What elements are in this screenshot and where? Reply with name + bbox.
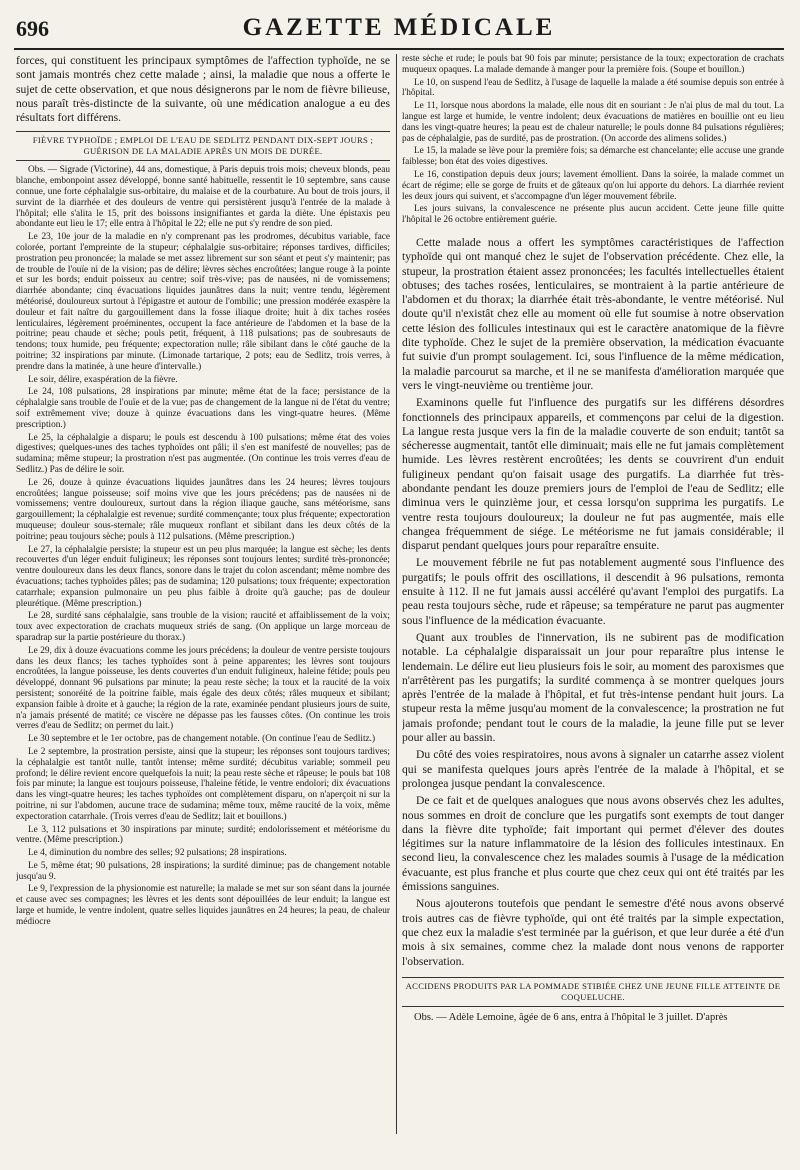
commentary-paragraph: Du côté des voies respiratoires, nous avons à signaler un catarrhe assez violent qui se manifesta quelques jours après l'entrée de la malade à l'hôpital, et se prolongea jusque pendant la convalescence. xyxy=(402,748,784,790)
observation-start: Obs. — Adèle Lemoine, âgée de 6 ans, entra à l'hôpital le 3 juillet. D'après xyxy=(414,1011,728,1023)
page-header xyxy=(14,8,784,50)
observation-paragraph: Le 28, surdité sans céphalalgie, sans trouble de la vision; raucité et affaiblissement de la voix; toux avec expectoration de crachats muqueux striés de sang. (On applique un large morceau de sparadrap sur la partie postérieure du thorax.) xyxy=(16,611,390,643)
observation-paragraph: Le 11, lorsque nous abordons la malade, elle nous dit en souriant : Je n'ai plus de mal du tout. La langue est large et humide, le ventre indolent; deux évacuations de matières en bouillie ont eu lieu dans les vingt-quatre heures; la peau est de chaleur naturelle; le pouls donne 84 pulsations régulières; pas de céphalalgie, pas de surdité, pas de prostration. (On accorde des alimens solides.) xyxy=(402,101,784,144)
observation-paragraph: Le soir, délire, exaspération de la fièvre. xyxy=(28,374,178,385)
observation-paragraph: Le 9, l'expression de la physionomie est naturelle; la malade se met sur son séant dans la journée et cause avec ses compagnes; les lèvres et les dents sont dépouillées de leur enduit; la langue est large et humide, le ventre indolent, quatre selles liquides jaunâtres en 24 heures; la peau, de chaleur médiocre xyxy=(16,884,390,927)
intro-paragraph: forces, qui constituent les principaux symptômes de l'affection typhoïde, ne se sont jamais montrés chez cette malade ; ainsi, la maladie que nous a offerte le sujet de cette observation, et que nous désignerons par le nom de fièvre bilieuse, nous paraît très-distincte de la suivante, où une médication analogue a eu des résultats fort différens. xyxy=(16,54,390,125)
column-divider xyxy=(396,54,397,1134)
observation-paragraph: Le 30 septembre et le 1er octobre, pas de changement notable. (On continue l'eau de Sedlitz.) xyxy=(28,734,376,745)
section-heading: FIÈVRE TYPHOÏDE ; EMPLOI DE L'EAU DE SEDLITZ PENDANT DIX-SEPT JOURS ; GUÉRISON DE LA MALADIE APRÈS UN MOIS DE DURÉE. xyxy=(16,131,390,161)
observation-paragraph: Le 25, la céphalalgie a disparu; le pouls est descendu à 100 pulsations; même état des voies digestives; quelques-unes des taches typhoïdes ont pâli; il s'en est manifesté de nouvelles; pas de sudamina; même stupeur; la prostration n'est pas augmentée. (On continue les trois verres d'eau de Sedlitz.) Pas de délire le soir. xyxy=(16,432,390,475)
observation-paragraph: Le 24, 108 pulsations, 28 inspirations par minute; même état de la face; persistance de la céphalalgie sans trouble de l'ouïe et de la vue; pas de changement de la langue ni de l'état du ventre; soif extrêmement vive; douze à quinze évacuations dans les vingt-quatre heures. (Même prescription.) xyxy=(16,387,390,430)
observation-paragraph: Le 16, constipation depuis deux jours; lavement émollient. Dans la soirée, la malade commet un écart de régime; elle se gorge de fruits et de gâteaux qu'on lui apporte du dehors. La diarrhée revient les deux jours qui suivent, et s'accompagne d'un léger mouvement fébrile. xyxy=(402,169,784,202)
observation-paragraph: Le 3, 112 pulsations et 30 inspirations par minute; surdité; endolorissement et météorisme du ventre. (Même prescription.) xyxy=(16,824,390,846)
right-column xyxy=(402,54,784,1166)
commentary-paragraph: De ce fait et de quelques analogues que nous avons observés chez les adultes, nous sommes en droit de conclure que les purgatifs sont exempts de tout danger dans la fièvre dite typhoïde; fait important qui permet d'élever des doutes légitimes sur la nature inflammatoire de la lésion des follicules intestinaux. En second lieu, la convalescence chez les malades soumis à l'usage de la médication évacuante, est plus franche et plus courte que chez ceux qui ont été traités par les émissions sanguines. xyxy=(402,794,784,894)
observation-paragraph: Le 4, diminution du nombre des selles; 92 pulsations; 28 inspirations. xyxy=(28,848,287,859)
commentary-paragraph: Nous ajouterons toutefois que pendant le semestre d'été nous avons observé trois autres cas de fièvre typhoïde, qui ont été traités par la simple expectation, que chez eux la maladie s'est terminée par la guérison, et que leur durée a été d'un mois à six semaines, comme chez la malade dont nous venons de rapporter l'observation. xyxy=(402,897,784,968)
observation-paragraph: Le 27, la céphalalgie persiste; la stupeur est un peu plus marquée; la langue est sèche; les dents recouvertes d'un léger enduit fuligineux; les réponses sont toujours lentes; surdité très-prononcée; ventre douloureux dans les deux flancs, sonore dans le trajet du colon ascendant; même nombre des évacuations; taches typhoïdes pâles; pas de sudamina; 120 pulsations; toux fréquente; expectoration catarrhale; expansion pulmonaire un peu plus faible à droite qu'à gauche; pas de douleur pleurétique. (Même prescription.) xyxy=(16,544,390,609)
commentary-paragraph: Cette malade nous a offert les symptômes caractéristiques de l'affection typhoïde qui ont manqué chez le sujet de l'observation précédente. Chez elle, la stupeur, la prostration étaient assez prononcées; les facultés intellectuelles étaient obtuses; des taches rosées, lenticulaires, se montraient à la partie antérieure de l'abdomen et du thorax; la diarrhée était très-abondante, le ventre météorisé. Nul doute qu'il n'existât chez elle au moment où elle fut soumise à notre observation cette lésion des follicules intestinaux qui est le caractère anatomique de la fièvre dite typhoïde. Chez le sujet de la première observation, la médication évacuante fut suivie d'un prompt soulagement. Ici, sous l'influence de la même médication, la maladie parcourut sa marche, et il ne se manifesta d'amélioration marquée que vers le vingt-neuvième ou trentième jour. xyxy=(402,235,784,392)
section-heading: ACCIDENS PRODUITS PAR LA POMMADE STIBIÉE CHEZ UNE JEUNE FILLE ATTEINTE DE COQUELUCHE. xyxy=(402,977,784,1007)
observation-paragraph: Le 2 septembre, la prostration persiste, ainsi que la stupeur; les réponses sont toujours tardives; la céphalalgie est tantôt nulle, tantôt intense; même surdité; décubitus variable; sommeil peu profond; le délire revient encore quelquefois la nuit; la peau reste sèche et râpeuse; le pouls bat 108 fois par minute; la langue est toujours poisseuse, l'haleine fétide, le ventre endolori; dix évacuations dans les vingt-quatre heures; les taches typhoïdes ont complètement disparu, on n'aperçoit ni sur la poitrine, ni sur l'abdomen, aucune trace de sudamina; même toux, même raucité de la voix, même expectoration catarrhale. (Trois verres d'eau de Sedlitz; lait et bouillons.) xyxy=(16,746,390,822)
observation-paragraph: Le 26, douze à quinze évacuations liquides jaunâtres dans les 24 heures; lèvres toujours encroûtées; langue poisseuse; soif moins vive que les jours précédens; pas de nausées ni de vomissemens; ventre douloureux, surtout dans la région iliaque gauche, sans météorisme, sans gargouillement; la céphalalgie est revenue; surdité commençante; toux plus fréquente; expectoration muqueuse; douleur sous-sternale; râle muqueux ronflant et sibilant dans les deux côtés de la poitrine; peau toujours sèche; pouls à 112 pulsations. (Même prescription.) xyxy=(16,477,390,542)
commentary-paragraph: Examinons quelle fut l'influence des purgatifs sur les différens désordres fonctionnels des principaux appareils, et commençons par celui de la digestion. La langue resta jusque vers la fin de la maladie couverte de son enduit; tantôt sa sécheresse augmentait, tantôt elle diminuait; mais elle ne fut jamais complètement humide. Les lèvres restèrent encroûtées; les dents se couvrirent d'un enduit fuligineux pendant qu'on faisait usage des purgatifs. La diarrhée fut très-abondante pendant les douze premiers jours de l'emploi de l'eau de Sedlitz; elle diminua vers le quinzième jour, et cessa lorsqu'on supprima les purgatifs. Le ventre resta toujours douloureux; la douleur ne fut pas augmentée, mais elle changea fréquemment de siége. Le météorisme ne fut jamais considérable; il disparut pendant quelques jours pour reparaître ensuite. xyxy=(402,396,784,553)
observation-paragraph: Le 10, on suspend l'eau de Sedlitz, à l'usage de laquelle la malade a été soumise depuis son entrée à l'hôpital. xyxy=(402,77,784,99)
observation-paragraph: Le 23, 10e jour de la maladie en n'y comprenant pas les prodromes, décubitus variable, face colorée, portant l'empreinte de la stupeur; céphalalgie sus-orbitaire; réponses tardives, difficiles; prostration peu prononcée; la malade se met assez librement sur son séant et peut s'y maintenir; pas de trouble de l'ouïe ni de la vision; pas de délire; lèvres sèches encroûtées; langue rouge à la pointe et sur les bords; enduit poisseux au centre; soif très-vive; pas de nausées, ni de vomissemens; diarrhée abondante; cinq évacuations liquides jaunâtres dans la nuit; ventre tendu, légèrement météorisé, douloureux surtout à l'épigastre et autour de l'ombilic; une pression modérée exaspère la douleur et fait naître du gargouillement dans la fosse iliaque droite; huit à dix taches rosées lenticulaires, légèrement proéminentes, occupent la face antérieure de l'abdomen et la base de la poitrine; peau chaude et sèche; pouls petit, fréquent, à 118 pulsations; pas de soubresauts de tendons; toux humide, peu fréquente; expectoration nulle; râle sibilant dans le côté gauche de la poitrine; 32 inspirations par minute. (Limonade tartarique, 2 pots; eau de Sedlitz, trois verres, à prendre dans la matinée, à une heure d'intervalle.) xyxy=(16,232,390,372)
observation-paragraph: Le 5, même état; 90 pulsations, 28 inspirations; la surdité diminue; pas de changement notable jusqu'au 9. xyxy=(16,860,390,882)
journal-title: GAZETTE MÉDICALE xyxy=(242,14,556,41)
left-column xyxy=(16,54,390,1166)
commentary-paragraph: Quant aux troubles de l'innervation, ils ne subirent pas de modification notable. La céphalalgie disparaissait un jour pour reparaître plus intense le lendemain. Le délire eut lieu plusieurs fois le soir, au moment des paroxismes que n'arrêtèrent pas les purgatifs; la surdité commença à se montrer quelques jours après l'entrée de la malade à l'hôpital, et fut très-intense pendant huit jours. La stupeur resta la même jusqu'au moment de la convalescence; la prostration ne fut jamais profonde; pendant tout le cours de la maladie, la jeune fille put se lever pour aller au bassin. xyxy=(402,630,784,745)
observation-paragraph: reste sèche et rude; le pouls bat 90 fois par minute; persistance de la toux; expectoration de crachats muqueux opaques. La malade demande à manger pour la première fois. (Soupe et bouillon.) xyxy=(402,54,784,75)
observation-paragraph: Les jours suivans, la convalescence ne présente plus aucun accident. Cette jeune fille quitte l'hôpital le 26 octobre entièrement guérie. xyxy=(402,204,784,226)
page-number: 696 xyxy=(16,16,49,41)
observation-paragraph: Le 29, dix à douze évacuations comme les jours précédens; la douleur de ventre persiste toujours dans les deux flancs; les taches typhoïdes sont à peine apparentes; les lèvres sont toujours encroûtées, la langue poisseuse, les dents couvertes d'un enduit fuligineux, haleine fétide; pouls peu développé, donnant 96 pulsations par minute; la peau reste sèche; la toux et la raucité de la voix persistent; sonoréité de la poitrine faible, mais égale des deux côtés; râles muqueux et sibilant; expansion faible à droite et à gauche; la région de la rate, examinée pendant plusieurs jours de suite, n'a jamais présenté de matité; ce viscère ne dépasse pas les fausses côtes. (On continue les trois verres d'eau de Sedlitz; on permet du lait.) xyxy=(16,645,390,732)
observation-paragraph: Obs. — Sigrade (Victorine), 44 ans, domestique, à Paris depuis trois mois; cheveux blonds, peau blanche, embonpoint assez développé, bonne santé habituelle, ressentit le 10 septembre, sans cause connue, une forte céphalalgie sus-orbitaire, du malaise et de la courbature. Au bout de trois jours, il survint de la diarrhée et des douleurs de ventre qui persistèrent jusqu'à l'entrée de la malade à l'hôpital; elle s'alita le 15, prit des boissons insignifiantes et garda la diète. Une épistaxis peu abondante eut lieu le 17; elle entra à l'hôpital le 22; elle ne put s'y rendre de son pied. xyxy=(16,165,390,230)
observation-paragraph: Le 15, la malade se lève pour la première fois; sa démarche est chancelante; elle accuse une grande faiblesse; bon état des voies digestives. xyxy=(402,146,784,168)
commentary-paragraph: Le mouvement fébrile ne fut pas notablement augmenté sous l'influence des purgatifs; le pouls offrit des oscillations, il descendit à 96 pulsations, remonta ensuite à 112. Il ne fut jamais aussi accéléré qu'avant l'emploi des purgatifs. La peau resta toujours sèche, rude et râpeuse; sa température ne parut pas augmenter sous l'influence de la médication évacuante. xyxy=(402,556,784,627)
